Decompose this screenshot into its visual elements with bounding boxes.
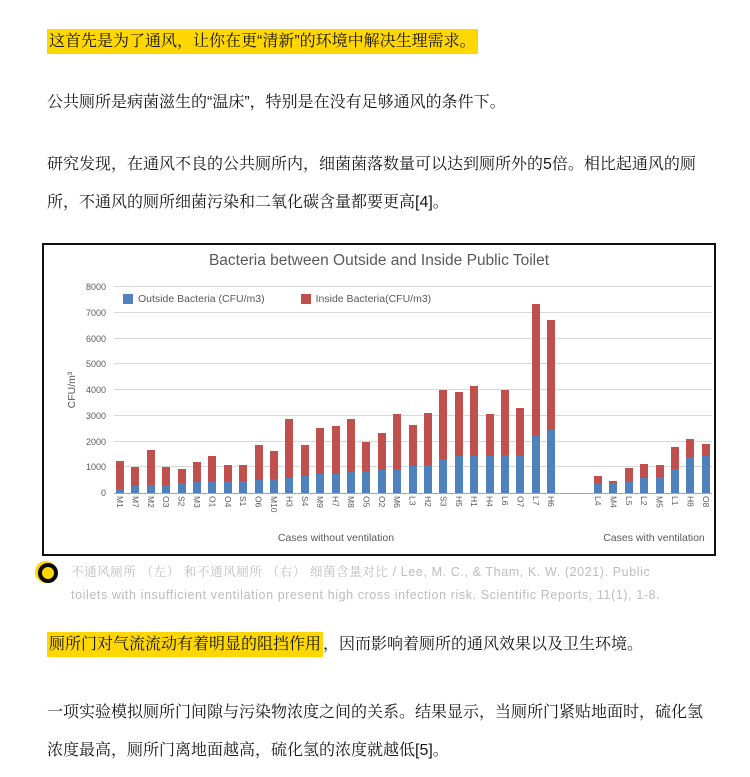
gridline (114, 363, 712, 364)
highlighted-text: 厕所门对气流流动有着明显的阻挡作用 (47, 632, 323, 657)
bar-inside-segment (316, 428, 324, 474)
bar-outside-segment (486, 456, 494, 493)
paragraph-door-blocking (47, 630, 643, 660)
bar-outside-segment (455, 456, 463, 493)
bar-inside-segment (270, 451, 278, 479)
y-axis-tick-label: 0 (100, 488, 106, 498)
bar-outside-segment (347, 472, 355, 493)
bar-inside-segment (178, 469, 186, 483)
bar-M9 (316, 428, 324, 493)
gridline (114, 338, 712, 339)
x-group-label-with-ventilation: Cases with ventilation (603, 532, 705, 544)
bar-M10 (270, 451, 278, 493)
bar-outside-segment (671, 469, 679, 493)
bar-inside-segment (470, 386, 478, 457)
bar-M5 (656, 465, 664, 493)
x-axis-tick-label: M2 (145, 496, 156, 508)
bar-inside-segment (116, 461, 124, 489)
bar-inside-segment (409, 425, 417, 467)
bar-outside-segment (501, 455, 509, 493)
bar-outside-segment (378, 470, 386, 493)
x-axis-tick-label: S2 (176, 496, 187, 507)
bar-O2 (378, 433, 386, 493)
bar-M6 (393, 414, 401, 493)
highlighted-text: 这首先是为了通风，让你在更“清新”的环境中解决生理需求。 (47, 29, 478, 54)
bar-S3 (439, 390, 447, 493)
x-axis-tick-label: H7 (330, 496, 341, 507)
bar-O1 (208, 456, 216, 493)
x-axis-tick-label: O3 (161, 496, 172, 508)
bar-inside-segment (532, 304, 540, 437)
bar-O4 (224, 465, 232, 493)
bar-inside-segment (455, 392, 463, 457)
x-axis-tick-label: M5 (654, 496, 665, 508)
x-axis-tick-label: L3 (407, 496, 418, 506)
bar-inside-segment (686, 439, 694, 457)
bar-O5 (362, 442, 370, 493)
bar-inside-segment (285, 419, 293, 478)
bar-outside-segment (702, 456, 710, 493)
bar-inside-segment (516, 408, 524, 455)
x-axis-tick-label: H5 (453, 496, 464, 507)
bar-M4 (609, 481, 617, 493)
x-axis-tick-label: O2 (376, 496, 387, 508)
bar-H7 (332, 426, 340, 493)
x-axis-tick-label: L6 (500, 496, 510, 506)
y-axis-tick-label: 7000 (85, 307, 106, 318)
x-axis-tick-label: H1 (469, 496, 480, 507)
bar-L1 (671, 447, 679, 493)
bar-S2 (178, 469, 186, 493)
bar-inside-segment (162, 467, 170, 485)
bar-O8 (702, 444, 710, 493)
gridline (114, 415, 712, 416)
x-axis-tick-label: M6 (392, 496, 403, 508)
bar-H1 (470, 386, 478, 493)
x-axis-tick-label: O5 (361, 496, 372, 508)
bar-H2 (424, 413, 432, 493)
bar-outside-segment (147, 485, 155, 493)
bar-inside-segment (656, 465, 664, 477)
bar-L2 (640, 464, 648, 493)
bar-outside-segment (316, 474, 324, 493)
bar-H8 (686, 439, 694, 493)
bar-L3 (409, 425, 417, 493)
bar-outside-segment (224, 481, 232, 493)
bar-M2 (147, 450, 155, 493)
bar-inside-segment (131, 467, 139, 486)
bar-L7 (532, 304, 540, 493)
bar-outside-segment (178, 483, 186, 493)
bar-outside-segment (439, 459, 447, 493)
x-axis-tick-label: M1 (115, 496, 125, 508)
x-axis-tick-label: O6 (253, 496, 264, 508)
x-axis-tick-label: M8 (346, 496, 356, 508)
bar-outside-segment (162, 485, 170, 493)
bar-outside-segment (516, 455, 524, 493)
bar-outside-segment (409, 466, 417, 493)
gridline (114, 312, 712, 313)
paragraph-research: 研究发现，在通风不良的公共厕所内，细菌菌落数量可以达到厕所外的5倍。相比起通风的厕所，不通风的厕所细菌污染和二氧化碳含量都要更高[4]。 (47, 156, 696, 211)
x-axis-tick-label: M7 (130, 496, 141, 508)
bar-inside-segment (378, 433, 386, 470)
bar-outside-segment (332, 474, 340, 493)
x-axis-tick-label: S3 (438, 496, 449, 507)
inside-series-swatch (301, 294, 311, 304)
x-axis-tick-label: L1 (670, 496, 680, 506)
legend-label: Outside Bacteria (CFU/m3) (138, 293, 265, 305)
bar-outside-segment (239, 481, 247, 493)
bar-outside-segment (301, 476, 309, 493)
legend-item (301, 293, 432, 305)
bar-O7 (516, 408, 524, 493)
bar-outside-segment (362, 471, 370, 493)
bacteria-chart-figure (42, 243, 716, 556)
figure-caption (38, 561, 675, 607)
x-axis-tick-label: O8 (700, 496, 711, 508)
bar-inside-segment (547, 320, 555, 429)
bar-inside-segment (640, 464, 648, 478)
x-group-label-without-ventilation: Cases without ventilation (277, 532, 395, 544)
bar-O6 (255, 445, 263, 493)
x-axis-tick-label: M4 (608, 496, 619, 508)
bar-H6 (547, 320, 555, 493)
bar-outside-segment (193, 482, 201, 493)
x-axis-tick-label: S1 (238, 496, 249, 507)
x-axis-tick-label: H3 (284, 496, 295, 507)
bar-inside-segment (439, 390, 447, 459)
bar-outside-segment (270, 479, 278, 493)
x-axis-tick-label: H4 (484, 496, 495, 507)
x-axis-tick-label: M9 (315, 496, 326, 508)
bar-inside-segment (147, 450, 155, 485)
x-axis-tick-label: H6 (546, 496, 557, 507)
chart-legend (123, 293, 431, 305)
bar-inside-segment (362, 442, 370, 472)
x-axis-tick-label: O1 (207, 496, 218, 508)
bar-inside-segment (239, 465, 247, 481)
x-axis-tick-label: H8 (685, 496, 696, 507)
paragraph-door-rest: ，因而影响着厕所的通风效果以及卫生环境。 (323, 636, 644, 653)
bar-M7 (131, 467, 139, 493)
bar-outside-segment (686, 457, 694, 493)
outside-series-swatch (123, 294, 133, 304)
bar-outside-segment (656, 477, 664, 493)
x-axis-tick-label: M10 (269, 496, 279, 513)
legend-label: Inside Bacteria(CFU/m3) (315, 293, 432, 305)
bar-inside-segment (332, 426, 340, 474)
x-axis-tick-label: L4 (593, 496, 603, 506)
y-axis-tick-label: 4000 (85, 385, 106, 395)
bar-inside-segment (625, 468, 633, 481)
y-axis-title: CFU/m³ (66, 371, 78, 409)
bar-S4 (301, 445, 309, 493)
bar-outside-segment (594, 484, 602, 493)
bar-outside-segment (255, 480, 263, 493)
bar-inside-segment (424, 413, 432, 465)
bar-M1 (116, 461, 124, 493)
chart-title: Bacteria between Outside and Inside Public Toilet (208, 252, 550, 269)
x-axis-tick-label: H2 (423, 496, 433, 507)
bar-H4 (486, 414, 494, 493)
bar-inside-segment (594, 476, 602, 484)
bar-inside-segment (208, 456, 216, 482)
bar-outside-segment (640, 478, 648, 493)
bar-inside-segment (501, 390, 509, 455)
x-axis-tick-label: M3 (192, 496, 202, 508)
bar-outside-segment (208, 482, 216, 493)
bar-inside-segment (702, 444, 710, 456)
y-axis-tick-label: 1000 (85, 462, 106, 473)
intro-paragraph (47, 27, 478, 57)
gridline (114, 389, 712, 390)
x-axis-tick-label: L5 (623, 496, 634, 506)
bar-O3 (162, 467, 170, 493)
y-axis-tick-label: 8000 (85, 282, 106, 292)
bar-inside-segment (224, 465, 232, 482)
y-axis-tick-label: 6000 (85, 333, 106, 344)
caption-text: 不通风厕所 （左） 和不通风厕所 （右） 细菌含量对比 / Lee, M. C., & Tham, K. W. (2021). Public toilets with insufficient ventilation present high cross infection risk. Scientific Reports, 11(1), 1-8. (71, 565, 661, 602)
bar-outside-segment (625, 481, 633, 493)
bar-L6 (501, 390, 509, 493)
ring-bullet-icon (38, 563, 58, 583)
gridline (114, 286, 712, 287)
bar-inside-segment (671, 447, 679, 468)
bar-inside-segment (347, 419, 355, 472)
bar-outside-segment (609, 483, 617, 493)
bar-inside-segment (255, 445, 263, 479)
bar-outside-segment (393, 469, 401, 493)
bar-outside-segment (116, 489, 124, 493)
paragraph-hotbed: 公共厕所是病菌滋生的“温床”，特别是在没有足够通风的条件下。 (47, 94, 506, 111)
bar-inside-segment (486, 414, 494, 455)
bar-M8 (347, 419, 355, 493)
bar-outside-segment (470, 456, 478, 493)
legend-item (123, 293, 265, 305)
bar-outside-segment (532, 436, 540, 493)
bar-H3 (285, 419, 293, 493)
bar-H5 (455, 392, 463, 493)
bar-inside-segment (193, 462, 201, 482)
x-axis-tick-label: O7 (515, 496, 526, 508)
x-axis-tick-label: O4 (222, 496, 233, 508)
bar-S1 (239, 465, 247, 493)
bar-inside-segment (393, 414, 401, 468)
x-axis-tick-label: L2 (639, 496, 650, 506)
x-axis-tick-label: S4 (299, 496, 310, 507)
bar-M3 (193, 462, 201, 493)
y-axis-tick-label: 5000 (85, 359, 106, 370)
x-axis-tick-label: L7 (530, 496, 541, 506)
bar-L5 (625, 468, 633, 493)
y-axis-tick-label: 2000 (85, 436, 106, 447)
bar-L4 (594, 476, 602, 494)
paragraph-experiment: 一项实验模拟厕所门间隙与污染物浓度之间的关系。结果显示，当厕所门紧贴地面时，硫化氢浓度最高，厕所门离地面越高，硫化氢的浓度就越低[5]。 (47, 704, 704, 759)
bar-outside-segment (285, 478, 293, 493)
y-axis-tick-label: 3000 (85, 410, 106, 421)
bar-outside-segment (131, 486, 139, 493)
bar-outside-segment (547, 430, 555, 493)
bar-inside-segment (301, 445, 309, 476)
bar-outside-segment (424, 465, 432, 493)
plot-area (85, 282, 712, 513)
